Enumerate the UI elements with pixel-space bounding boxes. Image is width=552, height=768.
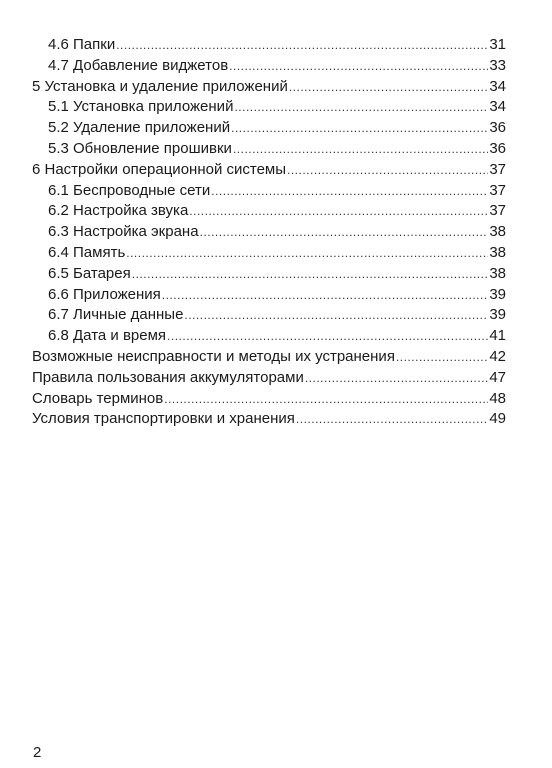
toc-entry-page: 47	[489, 368, 506, 386]
toc-entry-title: 6 Настройки операционной системы	[32, 160, 287, 178]
toc-entry[interactable]	[32, 160, 506, 181]
toc-entry-title: 6.6 Приложения	[48, 285, 161, 303]
toc-entry-title: 6.3 Настройка экрана	[48, 223, 199, 241]
toc-dot-leader	[200, 222, 489, 243]
toc-entry[interactable]	[32, 409, 506, 430]
toc-dot-leader	[234, 97, 488, 118]
toc-entry[interactable]	[32, 389, 506, 410]
toc-entry[interactable]	[32, 139, 506, 160]
toc-entry-page: 37	[489, 160, 506, 178]
toc-entry-page: 34	[489, 98, 506, 116]
toc-entry-page: 36	[489, 139, 506, 157]
toc-dot-leader	[305, 368, 488, 389]
table-of-contents	[32, 35, 506, 430]
toc-dot-leader	[229, 56, 488, 77]
toc-entry[interactable]	[32, 222, 506, 243]
toc-entry-title: 6.1 Беспроводные сети	[48, 181, 211, 199]
toc-entry-page: 39	[489, 285, 506, 303]
toc-entry-title: 6.2 Настройка звука	[48, 202, 189, 220]
toc-entry-title: 6.8 Дата и время	[48, 327, 167, 345]
toc-dot-leader	[287, 160, 488, 181]
toc-entry-title: Возможные неисправности и методы их устранения	[32, 347, 395, 365]
toc-dot-leader	[116, 35, 488, 56]
toc-entry-page: 38	[489, 223, 506, 241]
toc-entry-page: 37	[489, 181, 506, 199]
toc-dot-leader	[126, 243, 488, 264]
toc-entry-page: 38	[489, 264, 506, 282]
toc-entry-title: Условия транспортировки и хранения	[32, 410, 295, 428]
toc-entry-title: 6.7 Личные данные	[48, 306, 184, 324]
toc-dot-leader	[189, 201, 488, 222]
toc-entry[interactable]	[32, 264, 506, 285]
toc-entry[interactable]	[32, 77, 506, 98]
toc-entry[interactable]	[32, 243, 506, 264]
toc-dot-leader	[396, 347, 488, 368]
toc-entry[interactable]	[32, 201, 506, 222]
toc-dot-leader	[167, 326, 488, 347]
toc-entry[interactable]	[32, 35, 506, 56]
toc-dot-leader	[231, 118, 488, 139]
toc-dot-leader	[233, 139, 488, 160]
page-number: 2	[33, 744, 42, 761]
toc-entry[interactable]	[32, 326, 506, 347]
toc-entry-page: 41	[489, 327, 506, 345]
toc-entry-title: 5.1 Установка приложений	[48, 98, 234, 116]
toc-entry-page: 42	[489, 347, 506, 365]
toc-entry-title: 6.5 Батарея	[48, 264, 131, 282]
toc-entry-page: 33	[489, 56, 506, 74]
toc-entry-page: 38	[489, 243, 506, 261]
toc-entry[interactable]	[32, 305, 506, 326]
toc-entry-page: 39	[489, 306, 506, 324]
toc-entry[interactable]	[32, 181, 506, 202]
toc-entry-page: 48	[489, 389, 506, 407]
toc-entry-page: 36	[489, 119, 506, 137]
toc-entry-page: 49	[489, 410, 506, 428]
toc-entry-title: 4.6 Папки	[48, 36, 116, 53]
toc-entry-page: 31	[489, 36, 506, 53]
toc-entry-page: 37	[489, 202, 506, 220]
toc-entry-page: 34	[489, 77, 506, 95]
toc-entry[interactable]	[32, 56, 506, 77]
toc-dot-leader	[162, 285, 489, 306]
toc-entry[interactable]	[32, 97, 506, 118]
toc-entry[interactable]	[32, 118, 506, 139]
toc-entry[interactable]	[32, 347, 506, 368]
toc-entry-title: 5.2 Удаление приложений	[48, 119, 231, 137]
toc-entry[interactable]	[32, 368, 506, 389]
toc-entry-title: Правила пользования аккумуляторами	[32, 368, 304, 386]
toc-entry-title: 5 Установка и удаление приложений	[32, 77, 288, 95]
toc-entry[interactable]	[32, 285, 506, 306]
toc-entry-title: Словарь терминов	[32, 389, 164, 407]
toc-dot-leader	[211, 181, 488, 202]
toc-dot-leader	[132, 264, 489, 285]
toc-entry-title: 5.3 Обновление прошивки	[48, 139, 232, 157]
toc-entry-title: 4.7 Добавление виджетов	[48, 56, 229, 74]
toc-dot-leader	[296, 409, 488, 430]
toc-dot-leader	[289, 77, 488, 98]
toc-dot-leader	[184, 305, 488, 326]
toc-entry-title: 6.4 Память	[48, 243, 126, 261]
toc-dot-leader	[164, 389, 488, 410]
